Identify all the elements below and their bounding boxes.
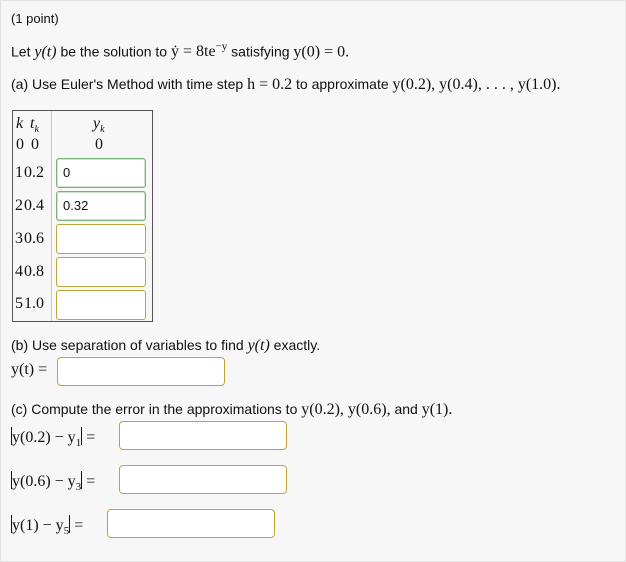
row0-y: 0 — [95, 136, 103, 153]
error2-equals: = — [82, 473, 96, 490]
error1-input[interactable] — [119, 421, 287, 450]
part-b-yt: y(t) — [247, 337, 270, 354]
y2-input[interactable]: 0.32 — [56, 191, 146, 221]
ode-exponent: −y — [215, 41, 228, 53]
ode-base: ẏ = 8te — [170, 43, 216, 61]
part-b-text: (b) Use separation of variables to find — [11, 337, 248, 353]
points-label: (1 point) — [11, 11, 59, 26]
approx-points: y(0.2), y(0.4), . . . , y(1.0). — [392, 76, 561, 93]
row2-t: 0.4 — [24, 197, 44, 214]
part-b-statement — [11, 337, 320, 355]
row3-t: 0.6 — [24, 230, 44, 247]
part-c-and: and — [390, 401, 422, 417]
row4-t: 0.8 — [24, 263, 44, 280]
header-y — [93, 115, 105, 135]
y5-input[interactable] — [56, 290, 146, 320]
intro-text-2: be the solution to — [56, 43, 171, 60]
error1-equals: = — [82, 429, 96, 446]
header-t-label: t — [30, 115, 35, 132]
row1-t: 0.2 — [24, 164, 44, 181]
row0-t: 0 — [31, 136, 39, 153]
column-divider — [51, 111, 52, 321]
part-c-text: (c) Compute the error in the approximations to — [11, 401, 302, 417]
ode-expression — [171, 43, 227, 60]
row0-k: 0 — [16, 136, 24, 153]
error2-expression: y(0.6) − y — [12, 473, 76, 490]
error3-expression: y(1) − y — [12, 517, 64, 534]
error2-label — [11, 471, 95, 493]
row4-k: 4 — [15, 263, 23, 280]
error3-sub: 5 — [63, 525, 70, 538]
part-a-text: (a) Use Euler's Method with time step — [11, 76, 248, 92]
problem-statement — [11, 41, 349, 61]
part-c-statement — [11, 401, 452, 419]
error3-equals: = — [70, 517, 84, 534]
yt-equals: y(t) = — [11, 361, 48, 378]
error2-input[interactable] — [119, 465, 287, 494]
part-a-statement — [11, 76, 560, 94]
y-of-t: y(t) — [34, 43, 57, 61]
row5-t: 1.0 — [24, 295, 44, 312]
header-t — [30, 115, 39, 135]
row3-k: 3 — [15, 230, 23, 247]
part-b-text-2: exactly. — [269, 337, 321, 353]
part-c-last: y(1). — [421, 401, 453, 418]
intro-text-3: satisfying — [227, 43, 294, 60]
intro-text: Let — [11, 43, 35, 60]
header-k: k — [16, 115, 24, 132]
error1-sub: 1 — [75, 437, 82, 450]
error1-label — [11, 427, 95, 449]
part-c-points: y(0.2), y(0.6), — [301, 401, 391, 418]
error2-sub: 3 — [75, 481, 82, 494]
row1-k: 1 — [15, 164, 23, 181]
error3-input[interactable] — [107, 509, 275, 538]
error3-label — [11, 515, 83, 537]
y4-input[interactable] — [56, 257, 146, 287]
y3-input[interactable] — [56, 224, 146, 254]
header-t-sub: k — [34, 124, 39, 136]
yt-input[interactable] — [57, 357, 225, 386]
row2-k: 2 — [15, 197, 23, 214]
euler-table — [12, 110, 153, 322]
initial-condition: y(0) = 0. — [293, 43, 350, 61]
header-y-label: y — [93, 115, 101, 132]
error1-expression: y(0.2) − y — [12, 429, 76, 446]
y1-input[interactable]: 0 — [56, 158, 146, 188]
row5-k: 5 — [15, 295, 23, 312]
part-a-text-2: to approximate — [292, 76, 393, 92]
header-y-sub: k — [100, 124, 105, 136]
part-b-label — [11, 361, 47, 379]
time-step: h = 0.2 — [247, 76, 293, 93]
